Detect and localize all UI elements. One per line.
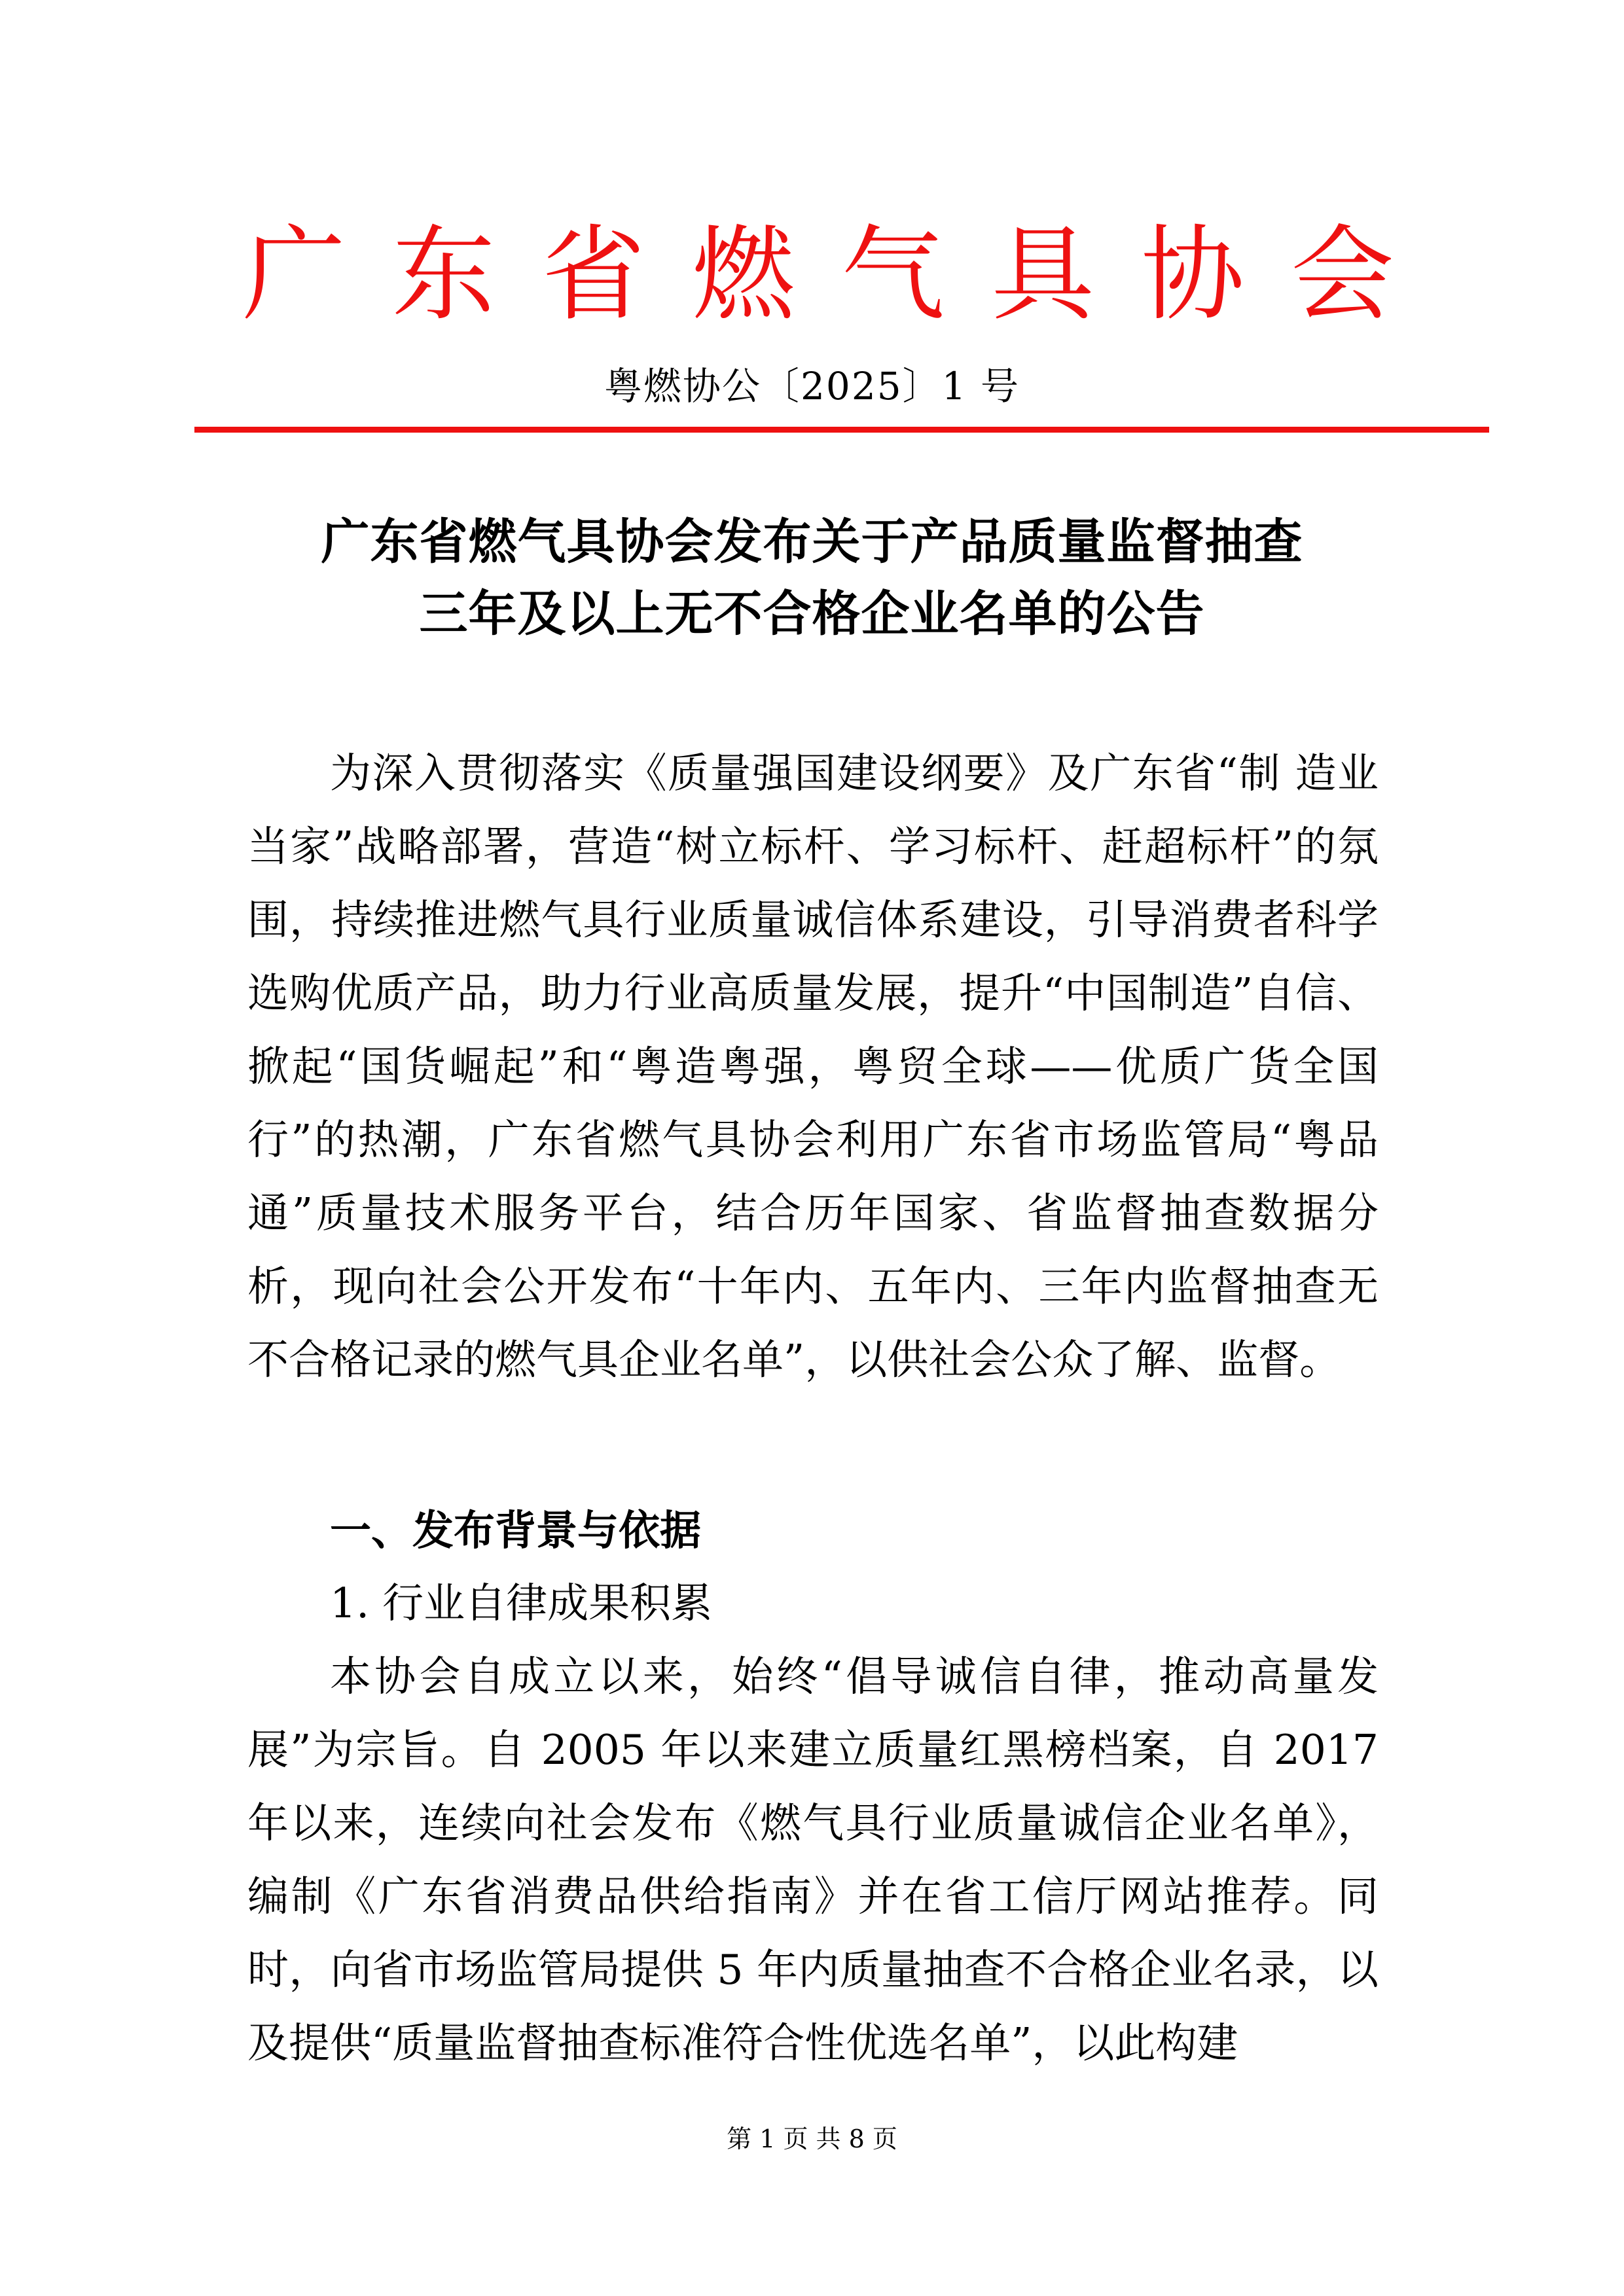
intro-paragraph: 为深入贯彻落实《质量强国建设纲要》及广东省“制 造业当家”战略部署，营造“树立标杆、学习标杆、赶超标杆”的氛围，持续推进燃气具行业质量诚信体系建设，引导消费者科学选购优质产品，助力行业高质量发展，提升“中国制造”自信、掀起“国货崛起”和“粤造粤强，粤贸全球——优质广货全国行”的热潮，广东省燃气具协会利用广东省市场监管局“粤品通”质量技术服务平台，结合历年国家、省监督抽查数据分析，现向社会公开发布“十年内、五年内、三年内监督抽查无不合格记录的燃气具企业名单”，以供社会公众了解、监督。 (247, 749, 1379, 1384)
announcement-title-line-1: 广东省燃气具协会发布关于产品质量监督抽查 (321, 514, 1303, 570)
org-title-char: 具 (991, 215, 1095, 335)
document-number: 粤燃协公〔2025〕1 号 (604, 364, 1020, 408)
section-paragraph: 本协会自成立以来，始终“倡导诚信自律，推动高量发展”为宗旨。自 2005 年以来建立质量红黑榜档案，自 2017 年以来，连续向社会发布《燃气具行业质量诚信企业名单》，编制《广东省消费品供给指南》并在省工信厅网站推荐。同时，向省市场监管局提供 5 年内质量抽查不合格企业名录，以及提供“质量监督抽查标准符合性优选名单”，以此构建 (247, 1653, 1379, 2067)
org-title-char: 协 (1141, 215, 1245, 335)
org-title-char: 气 (841, 215, 945, 335)
org-title-char: 省 (541, 215, 645, 335)
page-number-footer: 第 1 页 共 8 页 (727, 2125, 897, 2153)
org-title-char: 广 (242, 215, 346, 335)
section-heading: 一、发布背景与依据 (330, 1506, 701, 1554)
announcement-title-line-2: 三年及以上无不合格企业名单的公告 (419, 586, 1205, 642)
organization-title (242, 216, 1394, 334)
org-title-char: 东 (391, 215, 496, 335)
red-header-divider (194, 427, 1489, 433)
org-title-char: 燃 (691, 215, 795, 335)
org-title-char: 会 (1290, 215, 1394, 335)
subsection-heading: 1. 行业自律成果积累 (330, 1579, 713, 1627)
